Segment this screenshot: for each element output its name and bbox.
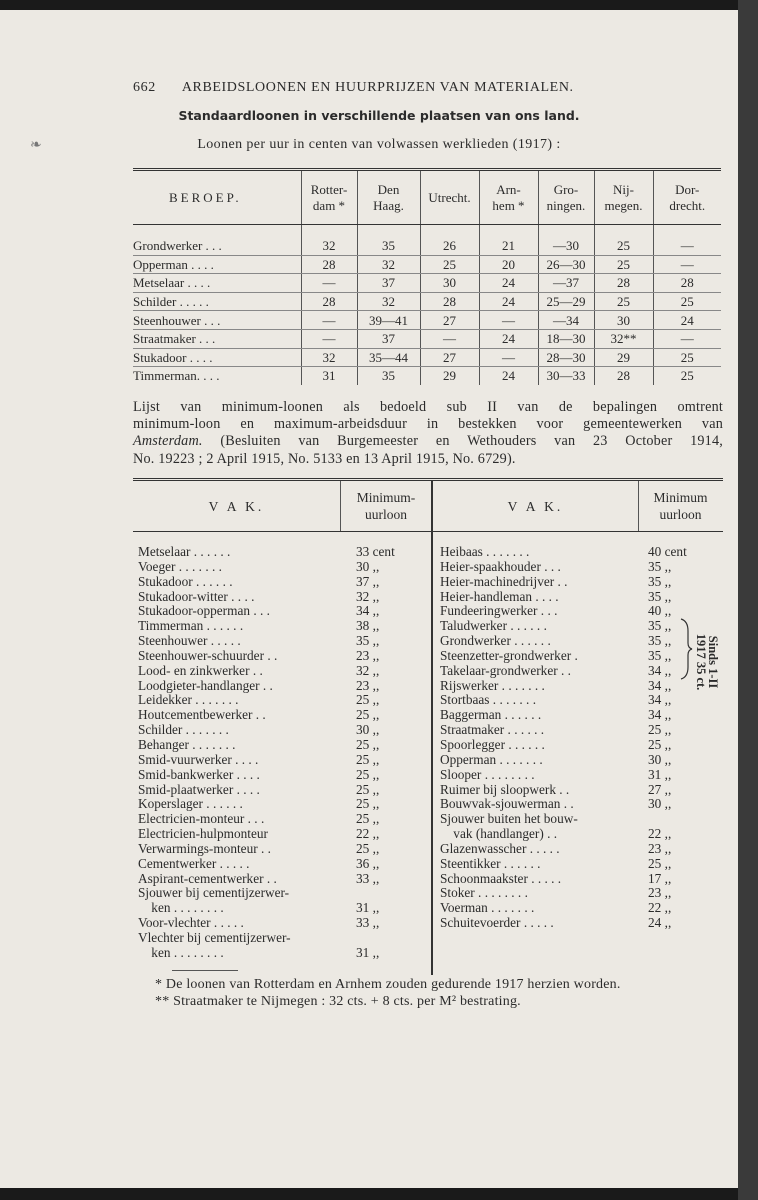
wage-value: 25 ,,: [648, 736, 672, 752]
trade-name: Heier-spaakhouder . . .: [440, 558, 561, 574]
list-item: [138, 886, 428, 916]
wage-value: 34 ,,: [356, 603, 380, 619]
trade-name: Stortbaas . . . . . . .: [440, 692, 537, 708]
wage-value: 33 ,,: [356, 915, 380, 931]
trade-name: Heibaas . . . . . . .: [440, 544, 530, 559]
wage-cell: 29: [594, 348, 653, 367]
wage-cell: 25: [653, 348, 721, 367]
wage-cell: 20: [479, 255, 538, 274]
wage-cell: —: [301, 329, 357, 348]
wage-cell: 35—44: [357, 348, 420, 367]
wage-value: 36 ,,: [356, 855, 380, 871]
column-header: Dor- drecht.: [653, 170, 721, 225]
trade-name: Schoonmaakster . . . . .: [440, 870, 562, 886]
wage-table: [133, 168, 721, 385]
list-item: [138, 664, 428, 679]
trade-name: Lood- en zinkwerker . .: [138, 662, 263, 678]
wage-value: 25 ,,: [356, 707, 380, 723]
trade-name: Fundeeringwerker . . .: [440, 603, 558, 619]
list-item: [440, 708, 720, 723]
column-rule: [340, 481, 341, 531]
table-row: [133, 225, 721, 256]
list-item: [440, 545, 720, 560]
wage-cell: 27: [420, 348, 479, 367]
wage-value: 25 ,,: [648, 722, 672, 738]
wage-value: 32 ,,: [356, 662, 380, 678]
list-item: [138, 931, 428, 961]
trade-name: Electricien-hulpmonteur: [138, 826, 268, 842]
trade-name: Stukadoor-witter . . . .: [138, 588, 255, 604]
trade-name: Schuitevoerder . . . . .: [440, 915, 554, 931]
trade-name: Sjouwer bij cementijzerwer- ken . . . . . . . .: [138, 885, 290, 916]
wage-cell: —: [653, 329, 721, 348]
list-item: [440, 797, 720, 812]
wage-value: 32 ,,: [356, 588, 380, 604]
list-item: [138, 872, 428, 887]
curly-brace-icon: [679, 617, 693, 681]
column-header: Utrecht.: [420, 170, 479, 225]
wage-cell: 37: [357, 274, 420, 293]
wage-value: 35 ,,: [648, 588, 672, 604]
trade-name: Glazenwasscher . . . . .: [440, 840, 560, 856]
list-item: [138, 634, 428, 649]
wage-cell: 32: [357, 292, 420, 311]
city-name: Amsterdam.: [133, 433, 203, 450]
column-header: BEROEP.: [133, 170, 301, 225]
trade-name: Behanger . . . . . . .: [138, 736, 236, 752]
trade-name: Smid-vuurwerker . . . .: [138, 751, 259, 767]
wage-cell: 25—29: [538, 292, 594, 311]
wage-value: 25 ,,: [356, 751, 380, 767]
wage-table-header: [133, 170, 721, 225]
paragraph-line: minimum-loon en maximum-arbeidsduur in bestekken voor gemeentewerken van: [133, 416, 723, 433]
trade-name: Voerman . . . . . . .: [440, 900, 535, 916]
list-item: [440, 768, 720, 783]
list-item: [138, 560, 428, 575]
table-row: [133, 292, 721, 311]
list-item: [440, 886, 720, 901]
trade-name: Timmerman . . . . . .: [138, 618, 244, 634]
running-head: [133, 80, 673, 96]
wage-cell: 28: [301, 255, 357, 274]
list-item: [440, 812, 720, 842]
occupation-cell: Grondwerker . . .: [133, 225, 301, 256]
trade-name: Sjouwer buiten het bouw- vak (handlanger) . .: [440, 811, 578, 842]
wage-value: 30 ,,: [356, 722, 380, 738]
trade-name: Stoker . . . . . . . .: [440, 885, 528, 901]
footnote-2: ** Straatmaker te Nijmegen : 32 cts. + 8 cts. per M² bestrating.: [155, 993, 521, 1009]
wage-cell: 37: [357, 329, 420, 348]
wage-value: 30 ,,: [648, 796, 672, 812]
trade-name: Voor-vlechter . . . . .: [138, 915, 244, 931]
header-vak-left: V A K.: [208, 498, 265, 514]
trade-name: Opperman . . . . . . .: [440, 751, 543, 767]
wage-value: 35 ,,: [356, 633, 380, 649]
trade-name: Smid-plaatwerker . . . .: [138, 781, 260, 797]
wage-value: 31 ,,: [356, 900, 380, 916]
trade-name: Steentikker . . . . . .: [440, 855, 541, 871]
right-trade-list: [440, 545, 720, 931]
column-header: Den Haag.: [357, 170, 420, 225]
wage-cell: —30: [538, 225, 594, 256]
trade-name: Electricien-monteur . . .: [138, 811, 265, 827]
wage-value: 35 ,,: [648, 633, 672, 649]
wage-cell: 32: [357, 255, 420, 274]
list-item: [440, 753, 720, 768]
wage-value: 17 ,,: [648, 870, 672, 886]
page-number: 662: [133, 80, 156, 95]
column-header: Nij- megen.: [594, 170, 653, 225]
wage-value: 33 cent: [356, 544, 395, 559]
list-item: [138, 916, 428, 931]
list-item: [138, 693, 428, 708]
wage-value: 25 ,,: [356, 766, 380, 782]
left-trade-list: [138, 545, 428, 961]
list-item: [440, 723, 720, 738]
list-item: [138, 812, 428, 827]
minimum-wage-table: [133, 478, 723, 975]
wage-value: 35 ,,: [648, 647, 672, 663]
trade-name: Steenzetter-grondwerker .: [440, 647, 578, 663]
wage-cell: 24: [479, 274, 538, 293]
wage-cell: 30—33: [538, 367, 594, 385]
trade-name: Bouwvak-sjouwerman . .: [440, 796, 574, 812]
list-item: [440, 664, 720, 679]
wage-value: 23 ,,: [648, 840, 672, 856]
wage-cell: 25: [594, 255, 653, 274]
paragraph-line: No. 19223 ; 2 April 1915, No. 5133 en 13 April 1915, No. 6729).: [133, 450, 516, 467]
wage-cell: 25: [594, 292, 653, 311]
trade-name: Verwarmings-monteur . .: [138, 840, 271, 856]
footnote-rule: [172, 970, 238, 971]
list-item: [440, 679, 720, 694]
wage-value: 35 ,,: [648, 618, 672, 634]
list-item: [138, 723, 428, 738]
wage-cell: 30: [594, 311, 653, 330]
wage-value: 25 ,,: [356, 840, 380, 856]
trade-name: Aspirant-cementwerker . .: [138, 870, 277, 886]
wage-value: 25 ,,: [356, 781, 380, 797]
wage-value: 23 ,,: [356, 647, 380, 663]
trade-name: Stukadoor . . . . . .: [138, 573, 233, 589]
wage-cell: 32: [301, 225, 357, 256]
list-item: [440, 783, 720, 798]
trade-name: Smid-bankwerker . . . .: [138, 766, 260, 782]
list-item: [138, 604, 428, 619]
list-item: [440, 872, 720, 887]
list-item: [138, 768, 428, 783]
wage-cell: 25: [653, 367, 721, 385]
wage-value: 37 ,,: [356, 573, 380, 589]
wage-cell: —: [479, 348, 538, 367]
trade-name: Voeger . . . . . . .: [138, 558, 222, 574]
paragraph-line: [133, 433, 723, 450]
wage-value: 38 ,,: [356, 618, 380, 634]
page-subtitle: Loonen per uur in centen van volwassen werklieden (1917) :: [197, 137, 561, 152]
wage-value: 35 ,,: [648, 558, 672, 574]
list-item: [440, 738, 720, 753]
trade-name: Schilder . . . . . . .: [138, 722, 229, 738]
list-item: [440, 575, 720, 590]
list-item: [440, 619, 720, 634]
wage-cell: 32**: [594, 329, 653, 348]
wage-cell: 24: [479, 292, 538, 311]
wage-cell: —37: [538, 274, 594, 293]
trade-name: Leidekker . . . . . . .: [138, 692, 239, 708]
wage-value: 24 ,,: [648, 915, 672, 931]
wage-cell: —: [301, 311, 357, 330]
wage-cell: 28: [594, 274, 653, 293]
wage-cell: 25: [653, 292, 721, 311]
wage-value: 27 ,,: [648, 781, 672, 797]
wage-value: 40 ,,: [648, 603, 672, 619]
list-item: [138, 797, 428, 812]
list-item: [138, 545, 428, 560]
wage-value: 25 ,,: [648, 855, 672, 871]
wage-value: 31 ,,: [648, 766, 672, 782]
wage-cell: —34: [538, 311, 594, 330]
wage-value: 40 cent: [648, 544, 687, 559]
trade-name: Steenhouwer . . . . .: [138, 633, 241, 649]
list-item: [138, 738, 428, 753]
wage-value: 25 ,,: [356, 796, 380, 812]
wage-cell: 28: [420, 292, 479, 311]
wage-value: 25 ,,: [356, 811, 380, 827]
list-item: [138, 753, 428, 768]
trade-name: Grondwerker . . . . . .: [440, 633, 551, 649]
list-item: [440, 560, 720, 575]
bracket-note-line: Sinds 1-II: [706, 635, 720, 689]
trade-name: Koperslager . . . . . .: [138, 796, 243, 812]
wage-cell: 28: [301, 292, 357, 311]
wage-cell: 18—30: [538, 329, 594, 348]
trade-name: Slooper . . . . . . . .: [440, 766, 535, 782]
trade-name: Heier-handleman . . . .: [440, 588, 559, 604]
list-item: [440, 634, 720, 649]
list-item: [440, 857, 720, 872]
wage-cell: 28: [594, 367, 653, 385]
footnotes: [155, 977, 725, 1010]
list-item: [138, 619, 428, 634]
column-header: Gro- ningen.: [538, 170, 594, 225]
list-item: [440, 842, 720, 857]
table-row: [133, 329, 721, 348]
wage-table-body: [133, 225, 721, 385]
wage-value: 34 ,,: [648, 707, 672, 723]
wage-cell: 39—41: [357, 311, 420, 330]
wage-cell: 27: [420, 311, 479, 330]
list-item: [440, 901, 720, 916]
wage-value: 23 ,,: [356, 677, 380, 693]
trade-name: Houtcementbewerker . .: [138, 707, 266, 723]
wage-value: 23 ,,: [648, 885, 672, 901]
trade-name: Ruimer bij sloopwerk . .: [440, 781, 570, 797]
table-row: [133, 311, 721, 330]
wage-cell: 35: [357, 225, 420, 256]
wage-cell: 25: [420, 255, 479, 274]
wage-cell: 30: [420, 274, 479, 293]
occupation-cell: Timmerman. . . .: [133, 368, 220, 384]
occupation-cell: Steenhouwer . . .: [133, 311, 301, 330]
table-row: [133, 255, 721, 274]
minimum-table-header: [133, 481, 723, 532]
trade-name: Cementwerker . . . . .: [138, 855, 250, 871]
wage-value: 30 ,,: [648, 751, 672, 767]
list-item: [138, 783, 428, 798]
trade-name: Takelaar-grondwerker . .: [440, 662, 571, 678]
list-item: [138, 649, 428, 664]
wage-cell: 28: [653, 274, 721, 293]
list-item: [440, 604, 720, 619]
wage-cell: 32: [301, 348, 357, 367]
wage-cell: —: [653, 225, 721, 256]
wage-cell: —: [653, 255, 721, 274]
header-minimum-left: Minimum- uurloon: [356, 490, 416, 522]
wage-cell: 24: [479, 329, 538, 348]
trade-name: Loodgieter-handlanger . .: [138, 677, 273, 693]
margin-mark: ❧: [30, 137, 42, 153]
wage-cell: 28—30: [538, 348, 594, 367]
wage-cell: 25: [594, 225, 653, 256]
footnote-1: * De loonen van Rotterdam en Arnhem zouden gedurende 1917 herzien worden.: [155, 977, 621, 992]
regulation-paragraph: [133, 399, 723, 468]
occupation-cell: Schilder . . . . .: [133, 292, 301, 311]
table-row: [133, 274, 721, 293]
wage-value: 22 ,,: [648, 826, 672, 842]
wage-value: 30 ,,: [356, 558, 380, 574]
wage-cell: 35: [357, 367, 420, 385]
wage-value: 31 ,,: [356, 944, 380, 960]
list-item: [138, 708, 428, 723]
table-row: [133, 348, 721, 367]
bracket-note-line: 1917 35 ct.: [694, 633, 708, 691]
trade-name: Straatmaker . . . . . .: [440, 722, 545, 738]
running-title: ARBEIDSLOONEN EN HUURPRIJZEN VAN MATERIALEN.: [181, 80, 574, 95]
trade-name: Spoorlegger . . . . . .: [440, 736, 545, 752]
list-item: [138, 679, 428, 694]
column-rule: [638, 481, 639, 531]
page-title: Standaardloonen in verschillende plaatsen van ons land.: [178, 108, 580, 123]
trade-name: Baggerman . . . . . .: [440, 707, 542, 723]
occupation-cell: Stukadoor . . . .: [133, 348, 301, 367]
wage-value: 22 ,,: [648, 900, 672, 916]
trade-name: Heier-machinedrijver . .: [440, 573, 568, 589]
wage-cell: 31: [301, 367, 357, 385]
wage-value: 25 ,,: [356, 692, 380, 708]
wage-value: 34 ,,: [648, 677, 672, 693]
occupation-cell: Metselaar . . . .: [133, 274, 301, 293]
wage-cell: 24: [653, 311, 721, 330]
list-item: [138, 590, 428, 605]
list-item: [138, 842, 428, 857]
book-spine: [738, 0, 758, 1200]
wage-value: 34 ,,: [648, 692, 672, 708]
trade-name: Vlechter bij cementijzerwer- ken . . . . . . . .: [138, 929, 291, 960]
list-item: [440, 649, 720, 664]
header-minimum-right: Minimum uurloon: [653, 490, 708, 522]
wage-value: 35 ,,: [648, 573, 672, 589]
table-row: [133, 367, 721, 385]
column-rule: [431, 481, 433, 975]
paragraph-text: (Besluiten van Burgemeester en Wethouders van 23 October 1914,: [202, 433, 723, 450]
wage-cell: 21: [479, 225, 538, 256]
wage-value: 25 ,,: [356, 736, 380, 752]
paragraph-line: Lijst van minimum-loonen als bedoeld sub II van de bepalingen omtrent: [133, 399, 723, 415]
trade-name: Steenhouwer-schuurder . .: [138, 647, 278, 663]
trade-name: Stukadoor-opperman . . .: [138, 603, 270, 619]
column-header: Rotter- dam *: [301, 170, 357, 225]
wage-cell: —: [420, 329, 479, 348]
list-item: [138, 827, 428, 842]
occupation-cell: Straatmaker . . .: [133, 329, 301, 348]
bracket-note-text: [695, 617, 719, 707]
trade-name: Rijswerker . . . . . . .: [440, 677, 545, 693]
wage-cell: 26—30: [538, 255, 594, 274]
wage-cell: 26: [420, 225, 479, 256]
trade-name: Taludwerker . . . . . .: [440, 618, 547, 634]
header-vak-right: V A K.: [507, 498, 564, 514]
column-header: Arn- hem *: [479, 170, 538, 225]
list-item: [440, 693, 720, 708]
list-item: [138, 575, 428, 590]
wage-cell: —: [479, 311, 538, 330]
wage-value: 34 ,,: [648, 662, 672, 678]
list-item: [138, 857, 428, 872]
wage-cell: 29: [420, 367, 479, 385]
occupation-cell: Opperman . . . .: [133, 255, 301, 274]
trade-name: Metselaar . . . . . .: [138, 544, 231, 559]
list-item: [440, 590, 720, 605]
wage-value: 33 ,,: [356, 870, 380, 886]
list-item: [440, 916, 720, 931]
wage-cell: —: [301, 274, 357, 293]
wage-cell: 24: [479, 367, 538, 385]
wage-value: 22 ,,: [356, 826, 380, 842]
